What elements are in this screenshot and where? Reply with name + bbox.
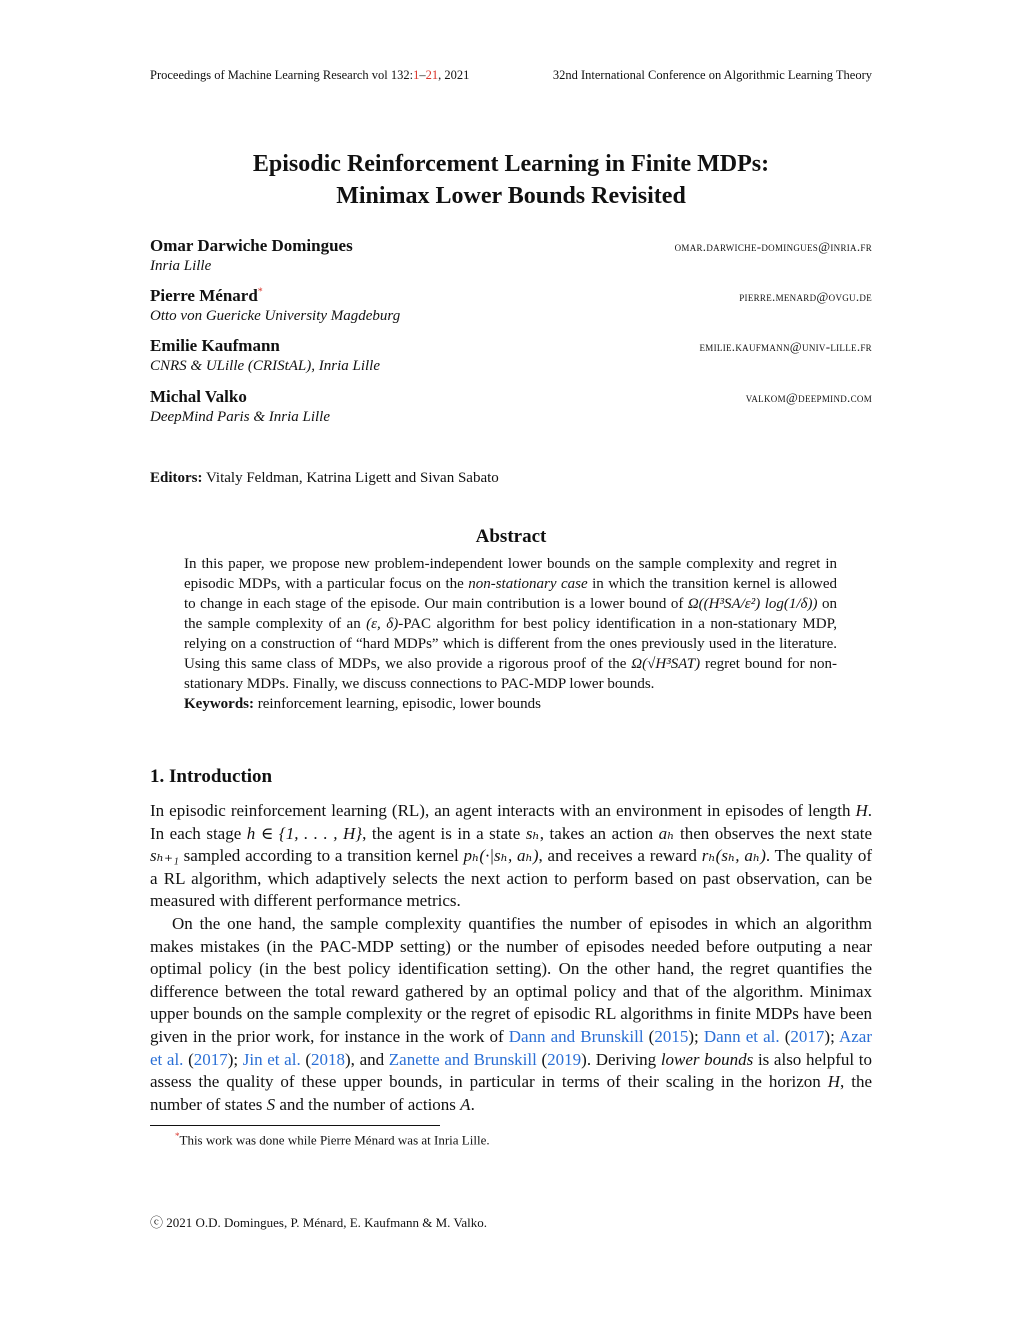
abstract-body xyxy=(184,554,837,714)
body-paragraph: In episodic reinforcement learning (RL), an agent interacts with an environment in episodes of length H. In each stage h ∈ {1, . . . , H}, the agent is in a state sₕ, takes an action aₕ then observes the next state sₕ₊₁ sampled according to a transition kernel pₕ(·|sₕ, aₕ), and receives a reward rₕ(sₕ, aₕ). The quality of a RL algorithm, which adaptively selects the next action to perform based on past observation, can be measured with different performance metrics. xyxy=(150,801,873,911)
header-proceedings: Proceedings of Machine Learning Research vol 132:1–21, 2021 xyxy=(150,68,470,82)
author-affiliation: Otto von Guericke University Magdeburg xyxy=(150,308,401,324)
page-end-link[interactable]: 21 xyxy=(425,68,439,82)
editors-label: Editors: xyxy=(150,470,203,486)
citation-link[interactable]: Zanette and Brunskill xyxy=(388,1049,537,1069)
title-line-2: Minimax Lower Bounds Revisited xyxy=(336,183,686,209)
editors-names: Vitaly Feldman, Katrina Ligett and Sivan Sabato xyxy=(202,470,499,486)
author-name: Michal Valko xyxy=(150,387,247,406)
copyright-line xyxy=(150,1212,487,1231)
copyright-text: 2021 O.D. Domingues, P. Ménard, E. Kaufmann & M. Valko. xyxy=(163,1215,488,1230)
author-email[interactable]: omar.darwiche-domingues@inria.fr xyxy=(674,239,872,254)
citation-link[interactable]: Jin et al. xyxy=(242,1049,301,1069)
author-block-2 xyxy=(150,286,872,325)
citation-year-link[interactable]: 2017 xyxy=(193,1049,228,1069)
page-start-link[interactable]: 1 xyxy=(413,68,420,82)
footnote xyxy=(175,1131,490,1148)
pac-formula: (ε, δ) xyxy=(366,616,399,632)
author-name: Emilie Kaufmann xyxy=(150,336,280,355)
citation-link[interactable]: Dann and Brunskill xyxy=(508,1026,644,1046)
author-email[interactable]: valkom@deepmind.com xyxy=(745,390,872,405)
lower-bound-formula: Ω((H³SA/ε²) log(1/δ)) xyxy=(687,596,818,612)
footnote-marker[interactable]: * xyxy=(257,286,263,298)
regret-formula: Ω(√H³SAT) xyxy=(631,656,701,672)
footnote-mark: * xyxy=(175,1131,180,1141)
footnote-text: This work was done while Pierre Ménard was at Inria Lille. xyxy=(179,1132,490,1148)
copyright-icon: ⓒ xyxy=(150,1215,164,1230)
author-affiliation: CNRS & ULille (CRIStAL), Inria Lille xyxy=(150,358,381,374)
abstract-heading: Abstract xyxy=(475,526,547,547)
author-email[interactable]: emilie.kaufmann@univ-lille.fr xyxy=(699,339,872,354)
author-name: Pierre Ménard xyxy=(150,286,258,305)
header-conference: 32nd International Conference on Algorithmic Learning Theory xyxy=(552,68,872,82)
keywords-line: Keywords: reinforcement learning, episodic, lower bounds xyxy=(184,696,541,712)
citation-year-link[interactable]: 2015 xyxy=(654,1026,689,1046)
citation-year-link[interactable]: 2017 xyxy=(790,1026,825,1046)
introduction-body xyxy=(150,800,872,1116)
author-name: Omar Darwiche Domingues xyxy=(150,236,353,255)
paper-title xyxy=(150,148,872,212)
body-paragraph: On the one hand, the sample complexity quantifies the number of episodes in which an algorithm makes mistakes (in the PAC-MDP setting) or the number of episodes needed before outputing a near optimal policy (in the best policy identification setting). On the other hand, the regret quantifies the difference between the total reward gathered by an optimal policy and that of the algorithm. Minimax upper bounds on the sample complexity or the regret of episodic RL algorithms in finite MDPs have been given in the prior work, for instance in the work of Dann and Brunskill (2015); Dann et al. (2017); Azar et al. (2017); Jin et al. (2018), and Zanette and Brunskill (2019). Deriving lower bounds is also helpful to assess the quality of these upper bounds, in particular in terms of their scaling in the horizon H, the number of states S and the number of actions A. xyxy=(150,913,872,1114)
author-block-3 xyxy=(150,336,872,375)
citation-year-link[interactable]: 2019 xyxy=(547,1049,582,1069)
editors-line xyxy=(150,470,499,487)
abstract-paragraph: In this paper, we propose new problem-independent lower bounds on the sample complexity and regret in episodic MDPs, with a particular focus on the non-stationary case in which the transition kernel is allowed to change in each stage of the episode. Our main contribution is a lower bound of Ω((H³SA/ε²) log(1/δ)) on the sample complexity of an (ε, δ)-PAC algorithm for best policy identification in a non-stationary MDP, relying on a construction of “hard MDPs” which is different from the ones previously used in the literature. Using this same class of MDPs, we also provide a rigorous proof of the Ω(√H³SAT) regret bound for non-stationary MDPs. Finally, we discuss connections to PAC-MDP lower bounds. xyxy=(184,556,838,692)
citation-year-link[interactable]: 2018 xyxy=(311,1049,346,1069)
citation-link[interactable]: Dann et al. xyxy=(703,1026,780,1046)
section-heading-introduction: 1. Introduction xyxy=(150,766,273,787)
title-line-1: Episodic Reinforcement Learning in Finite MDPs: xyxy=(252,151,770,177)
citation-link[interactable]: Azar et al. xyxy=(150,1026,872,1069)
author-block-1 xyxy=(150,236,872,275)
author-email[interactable]: pierre.menard@ovgu.de xyxy=(739,289,872,304)
author-block-4 xyxy=(150,387,872,426)
author-affiliation: Inria Lille xyxy=(150,258,212,274)
author-affiliation: DeepMind Paris & Inria Lille xyxy=(150,409,330,425)
running-header xyxy=(150,68,872,83)
footnote-rule xyxy=(150,1125,440,1126)
